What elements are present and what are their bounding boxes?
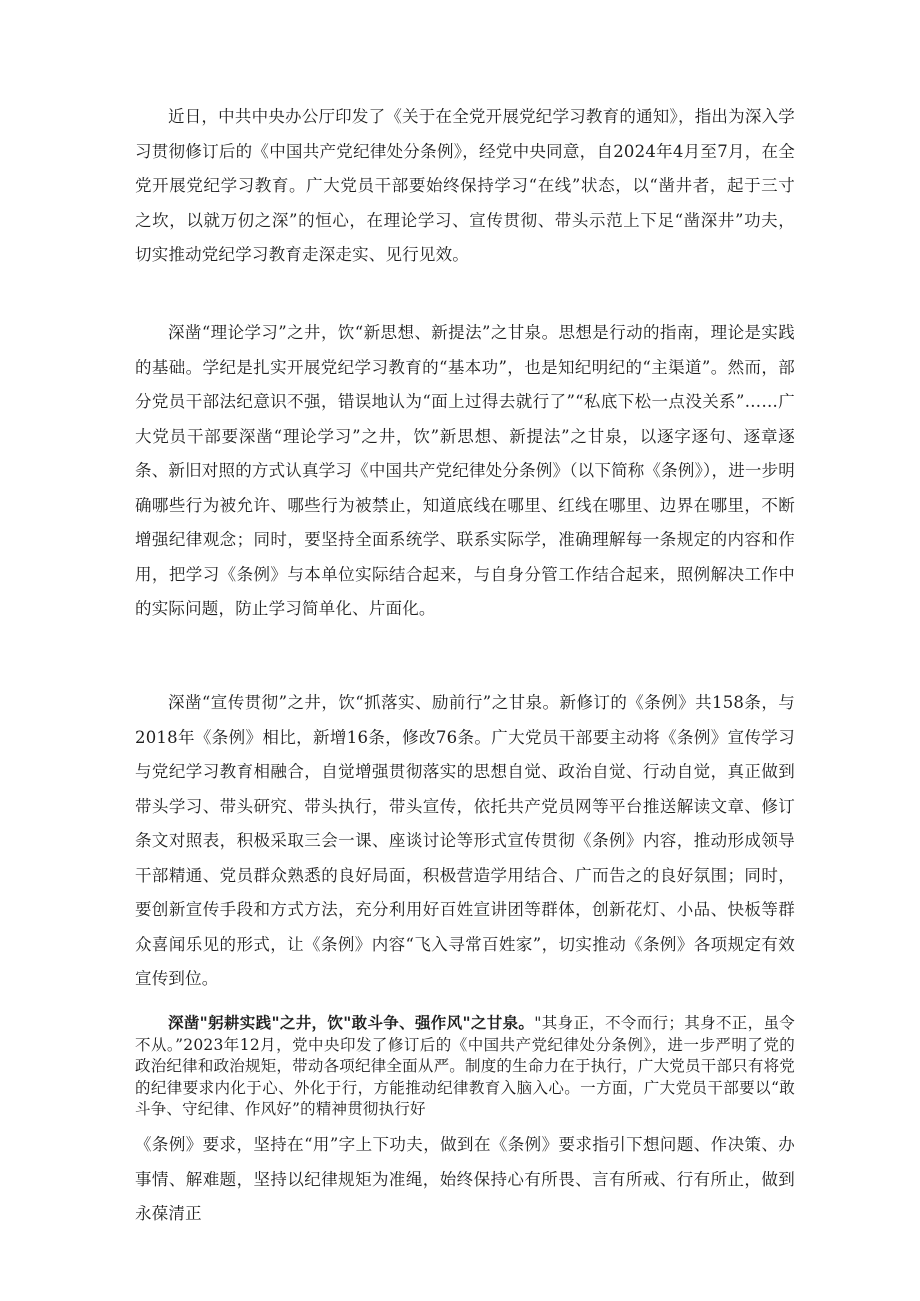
paragraph-continuation: 《条例》要求，坚持在“用”字上下功夫，做到在《条例》要求指引下想问题、作决策、办事情、解难题，坚持以纪律规矩为准绳，始终保持心有所畏、言有所戒、行有所止，做到永葆清正 <box>135 1135 795 1223</box>
paragraph-publicity: 深凿“宣传贯彻”之井，饮“抓落实、励前行”之甘泉。新修订的《条例》共158条，与2018年《条例》相比，新增16条，修改76条。广大党员干部要主动将《条例》宣传学习与党纪学习教育相融合，自觉增强贯彻落实的思想自觉、政治自觉、行动自觉，真正做到带头学习、带头研究、带头执行，带头宣传，依托共产党员网等平台推送解读文章、修订条文对照表，积极采取三会一课、座谈讨论等形式宣传贯彻《条例》内容，推动形成领导干部精通、党员群众熟悉的良好局面，积极营造学用结合、广而告之的良好氛围；同时，要创新宣传手段和方式方法，充分利用好百姓宣讲团等群体，创新花灯、小品、快板等群众喜闻乐见的形式，让《条例》内容“飞入寻常百姓家”，切实推动《条例》各项规定有效宣传到位。 <box>135 693 795 988</box>
paragraph-practice-body: "其身正，不令而行；其身不正，虽令不从。”2023年12月，党中央印发了修订后的《中国共产党纪律处分条例》，进一步严明了党的政治纪律和政治规矩，带动各项纪律全面从严。制度的生命力在于执行，广大党员干部只有将党的纪律要求内化于心、外化于行，方能推动纪律教育入脑入心。一方面，广大党员干部要以“敢斗争、守纪律、作风好”的精神贯彻执行好 <box>135 1014 796 1118</box>
paragraph-practice <box>135 1012 795 1121</box>
paragraph-practice-lead: 深凿"躬耕实践"之井，饮"敢斗争、强作风"之甘泉。 <box>168 1013 535 1032</box>
paragraph-intro: 近日，中共中央办公厅印发了《关于在全党开展党纪学习教育的通知》，指出为深入学习贯彻修订后的《中国共产党纪律处分条例》，经党中央同意，自2024年4月至7月，在全党开展党纪学习教育。广大党员干部要始终保持学习“在线”状态，以“凿井者，起于三寸之坎，以就万仞之深”的恒心，在理论学习、宣传贯彻、带头示范上下足“凿深井”功夫，切实推动党纪学习教育走深走实、见行见效。 <box>135 107 795 264</box>
paragraph-theory-study: 深凿“理论学习”之井，饮“新思想、新提法”之甘泉。思想是行动的指南，理论是实践的基础。学纪是扎实开展党纪学习教育的“基本功”，也是知纪明纪的“主渠道”。然而，部分党员干部法纪意识不强，错误地认为“面上过得去就行了”“私底下松一点没关系”……广大党员干部要深凿“理论学习”之井，饮”新思想、新提法”之甘泉，以逐字逐句、逐章逐条、新旧对照的方式认真学习《中国共产党纪律处分条例》（以下简称《条例》），进一步明确哪些行为被允许、哪些行为被禁止，知道底线在哪里、红线在哪里、边界在哪里，不断增强纪律观念；同时，要坚持全面系统学、联系实际学，准确理解每一条规定的内容和作用，把学习《条例》与本单位实际结合起来，与自身分管工作结合起来，照例解决工作中的实际问题，防止学习简单化、片面化。 <box>135 323 795 618</box>
